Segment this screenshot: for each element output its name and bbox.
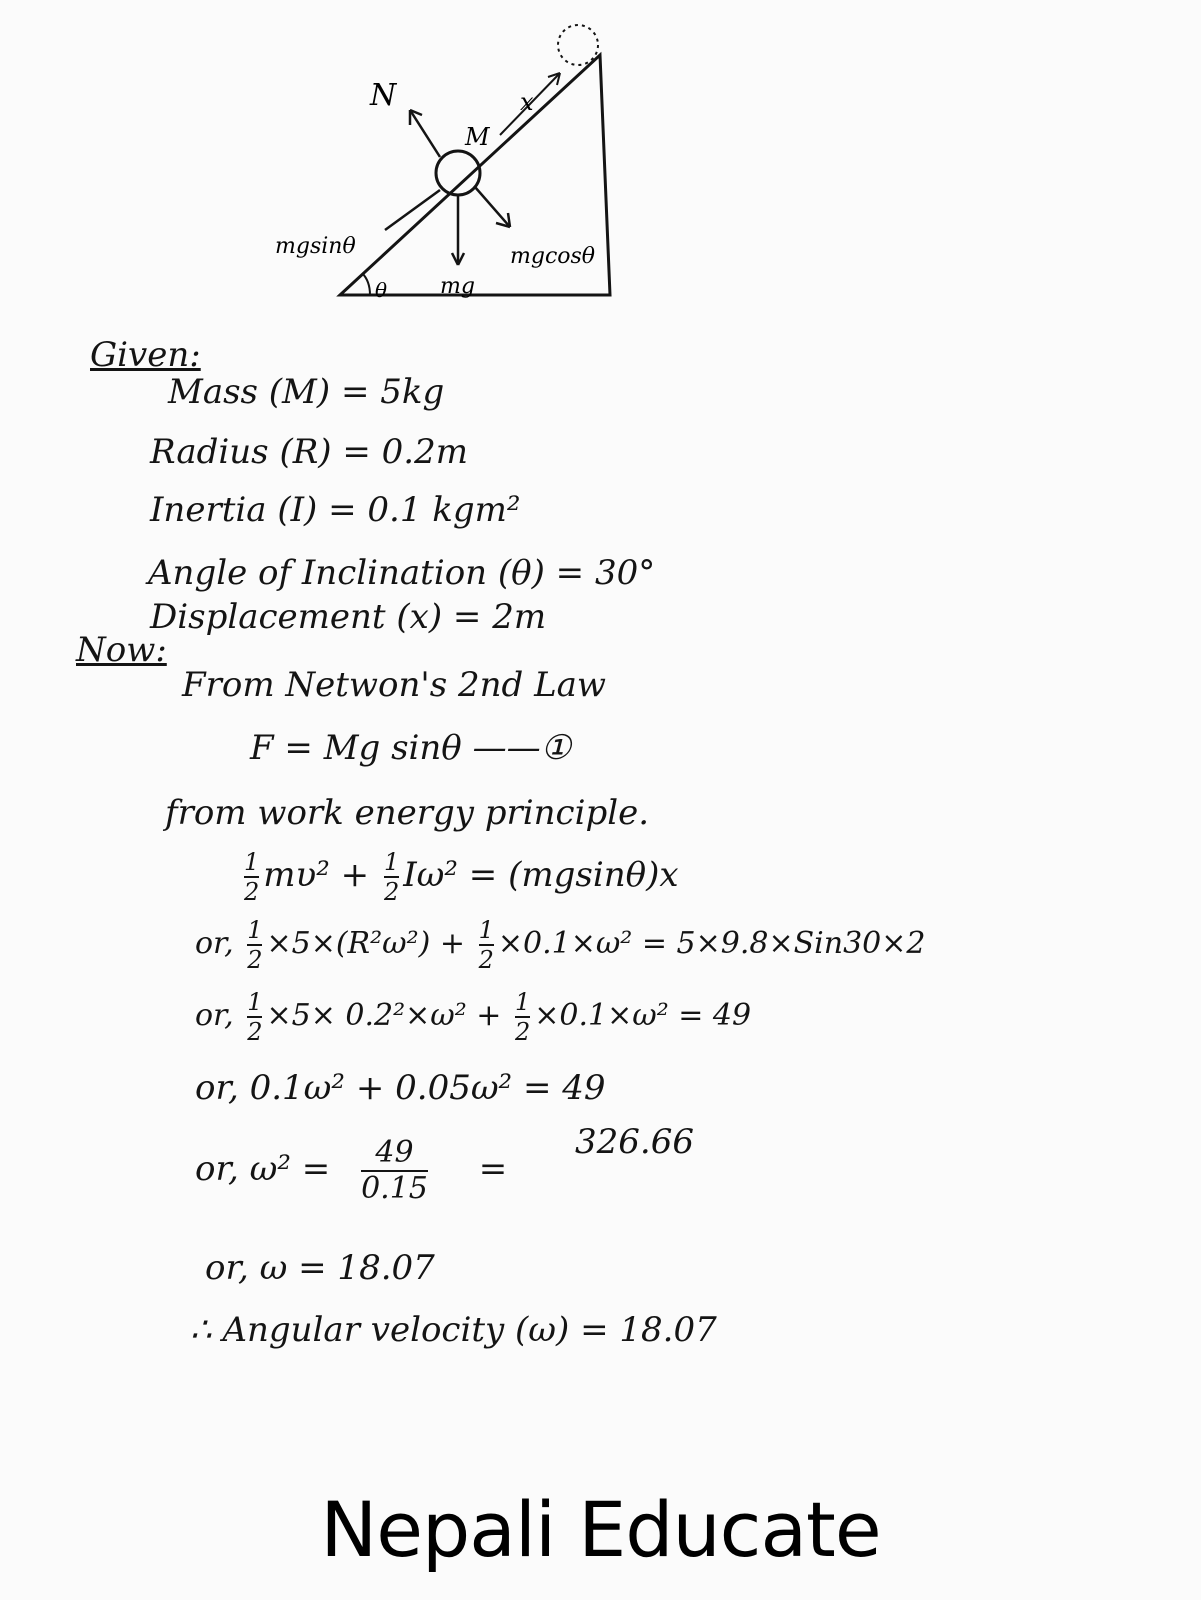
equation-6: or, ω = 18.07 bbox=[205, 1248, 435, 1288]
work-energy-line: from work energy principle. bbox=[165, 793, 650, 833]
eq5-result: 326.66 bbox=[575, 1122, 694, 1162]
equation-3 bbox=[195, 990, 751, 1044]
given-heading: Given: bbox=[90, 335, 201, 375]
half-fraction: $\frac{1}{2}$ bbox=[383, 848, 400, 906]
force-equation: F = Mg sinθ ——① bbox=[250, 728, 572, 768]
eq2-part-b: ×5×(R²ω²) + bbox=[266, 926, 466, 961]
mgcos-arrow bbox=[475, 187, 510, 227]
newton-law-line: From Netwon's 2nd Law bbox=[182, 665, 607, 705]
given-radius: Radius (R) = 0.2m bbox=[150, 432, 468, 472]
angle-arc bbox=[362, 273, 370, 295]
given-inertia: Inertia (I) = 0.1 kgm² bbox=[150, 490, 521, 530]
equation-4: or, 0.1ω² + 0.05ω² = 49 bbox=[195, 1068, 606, 1108]
now-heading: Now: bbox=[76, 630, 167, 670]
eq5-fraction: $\frac{49}{0.15}$ bbox=[361, 1135, 428, 1206]
final-result: ∴ Angular velocity (ω) = 18.07 bbox=[190, 1310, 717, 1350]
given-displacement: Displacement (x) = 2m bbox=[150, 597, 547, 637]
equation-2 bbox=[195, 918, 925, 972]
eq3-prefix: or, bbox=[195, 998, 234, 1033]
label-x: x bbox=[520, 88, 534, 116]
eq1-part-b: Iω² = (mgsinθ)x bbox=[403, 855, 679, 895]
equation-1 bbox=[240, 850, 679, 904]
label-mgsin: mgsinθ bbox=[275, 234, 356, 259]
label-theta: θ bbox=[375, 278, 388, 302]
label-mgcos: mgcosθ bbox=[510, 244, 596, 269]
label-N: N bbox=[370, 78, 397, 113]
given-mass: Mass (M) = 5kg bbox=[168, 372, 445, 412]
eq2-part-c: ×0.1×ω² = 5×9.8×Sin30×2 bbox=[497, 926, 926, 961]
label-mg: mg bbox=[440, 274, 475, 299]
eq3-part-b: ×5× 0.2²×ω² + bbox=[266, 998, 502, 1033]
eq1-part-a: mυ² + bbox=[263, 855, 370, 895]
half-fraction: $\frac{1}{2}$ bbox=[247, 916, 263, 974]
eq5-equals: = bbox=[478, 1149, 508, 1189]
normal-force-arrow bbox=[410, 110, 440, 157]
given-angle: Angle of Inclination (θ) = 30° bbox=[148, 553, 656, 593]
incline-diagram bbox=[270, 15, 650, 305]
equation-5 bbox=[195, 1135, 508, 1206]
brand-watermark: Nepali Educate bbox=[320, 1485, 881, 1574]
half-fraction: $\frac{1}{2}$ bbox=[514, 988, 531, 1046]
half-fraction: $\frac{1}{2}$ bbox=[244, 848, 260, 906]
label-M: M bbox=[465, 123, 490, 151]
half-fraction: $\frac{1}{2}$ bbox=[478, 916, 494, 974]
eq5-prefix: or, ω² = bbox=[195, 1149, 331, 1189]
ball-final-position bbox=[558, 25, 598, 65]
eq2-prefix: or, bbox=[195, 926, 234, 961]
eq3-part-c: ×0.1×ω² = 49 bbox=[534, 998, 752, 1033]
half-fraction: $\frac{1}{2}$ bbox=[247, 988, 263, 1046]
